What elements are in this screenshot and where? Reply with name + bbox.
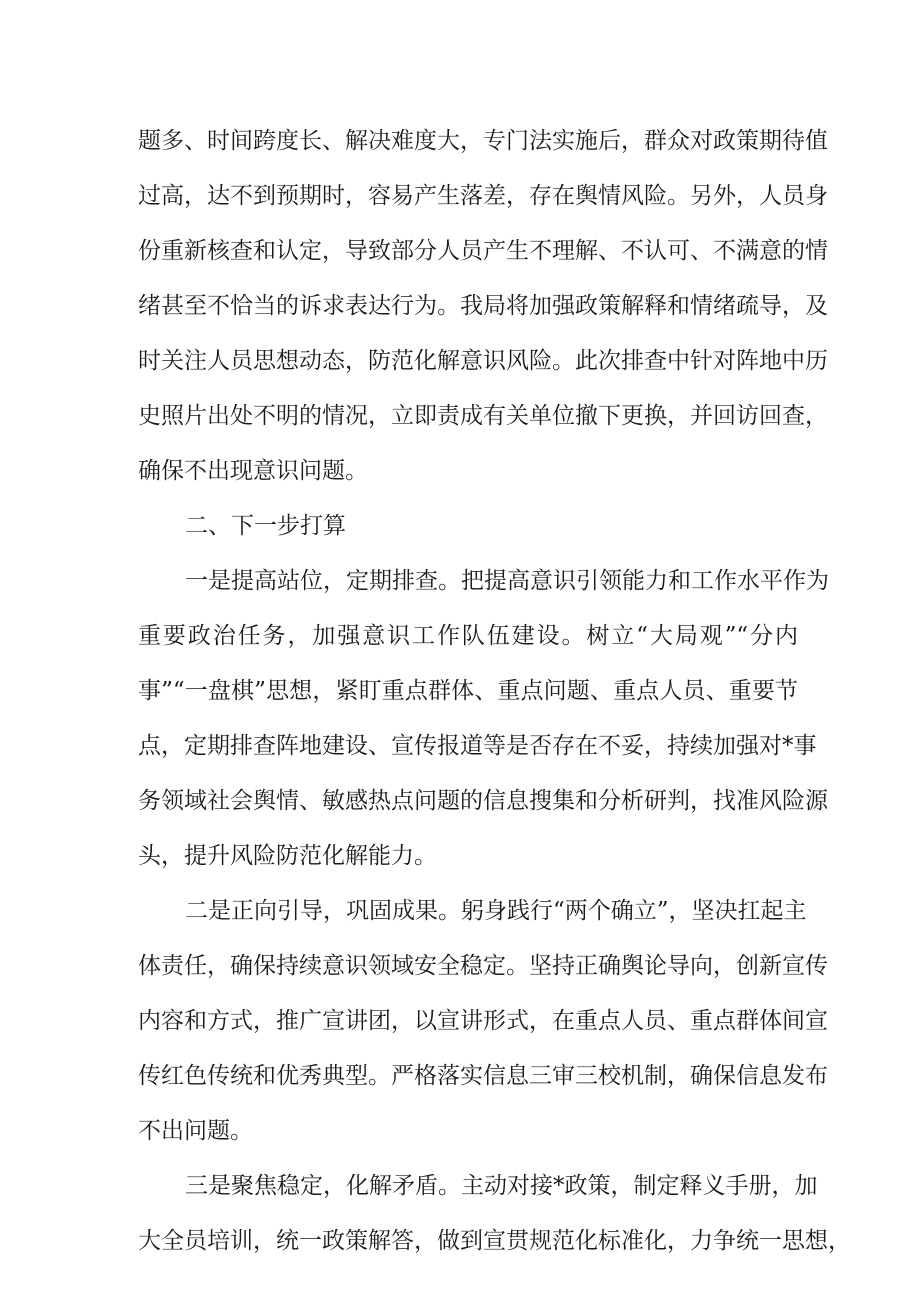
text-line: 一是提高站位，定期排查。把提高意识引领能力和工作水平作为 (185, 568, 829, 594)
text-line: 头，提升风险防范化解能力。 (138, 843, 437, 869)
section-heading: 二、下一步打算 (185, 513, 346, 539)
text-line: 事”“一盘棋”思想，紧盯重点群体、重点问题、重点人员、重要节 (138, 678, 798, 704)
text-line: 大全员培训，统一政策解答，做到宣贯规范化标准化，力争统一思想， (138, 1228, 851, 1254)
text-line: 务领域社会舆情、敏感热点问题的信息搜集和分析研判，找准风险源 (138, 788, 828, 814)
text-line: 绪甚至不恰当的诉求表达行为。我局将加强政策解释和情绪疏导，及 (138, 293, 828, 319)
text-line: 过高，达不到预期时，容易产生落差，存在舆情风险。另外，人员身 (138, 183, 828, 209)
text-line: 二是正向引导，巩固成果。躬身践行“两个确立”，坚决扛起主 (185, 898, 807, 924)
text-line: 三是聚焦稳定，化解矛盾。主动对接*政策，制定释义手册，加 (185, 1173, 818, 1199)
text-line: 内容和方式，推广宣讲团，以宣讲形式，在重点人员、重点群体间宣 (138, 1008, 828, 1034)
text-line: 题多、时间跨度长、解决难度大，专门法实施后，群众对政策期待值 (138, 128, 828, 154)
text-line: 份重新核查和认定，导致部分人员产生不理解、不认可、不满意的情 (138, 238, 828, 264)
text-line: 点，定期排查阵地建设、宣传报道等是否存在不妥，持续加强对*事 (138, 733, 817, 759)
text-line: 确保不出现意识问题。 (138, 458, 368, 484)
text-line: 体责任，确保持续意识领域安全稳定。坚持正确舆论导向，创新宣传 (138, 953, 828, 979)
text-line: 史照片出处不明的情况，立即责成有关单位撤下更换，并回访回查， (138, 403, 828, 429)
text-line: 传红色传统和优秀典型。严格落实信息三审三校机制，确保信息发布 (138, 1063, 828, 1089)
text-line: 不出问题。 (138, 1118, 253, 1144)
text-line: 时关注人员思想动态，防范化解意识风险。此次排查中针对阵地中历 (138, 348, 828, 374)
text-line: 重要政治任务，加强意识工作队伍建设。树立“大局观”“分内 (138, 623, 798, 649)
